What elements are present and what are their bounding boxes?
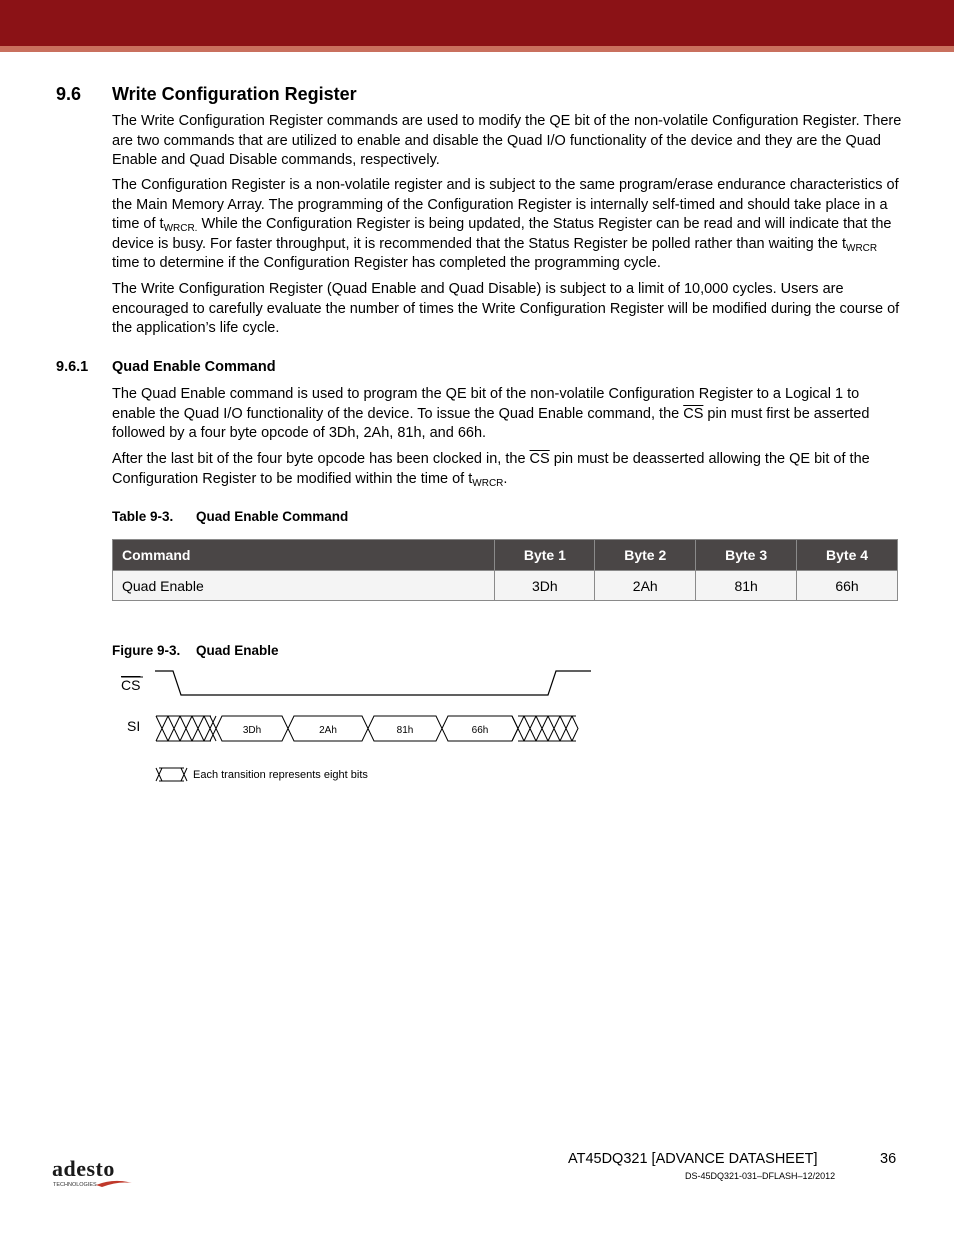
footer-document-id: DS-45DQ321-031–DFLASH–12/2012: [685, 1171, 836, 1181]
logo-subtext: TECHNOLOGIES: [53, 1182, 97, 1188]
figure-caption-title: Quad Enable: [196, 643, 279, 658]
byte-label: 2Ah: [319, 725, 337, 736]
paragraph-2-text-a: The Configuration Register is a non-volatile register and is subject to the same program/erase endurance characteristics of the Main Memory Array. The programming of the Configuration Register is internally self-timed and should take place in a time of t: [112, 177, 899, 232]
footer-document-title: AT45DQ321 [ADVANCE DATASHEET]: [568, 1151, 818, 1167]
quad-enable-timing-diagram: [110, 662, 600, 792]
byte-label: 81h: [396, 725, 414, 736]
header-stripe: [0, 46, 954, 52]
twrcr-subscript: WRCR.: [163, 223, 198, 234]
table-caption-title: Quad Enable Command: [196, 509, 349, 524]
si-trailing-transitions: [512, 716, 578, 741]
subsection-title: Quad Enable Command: [112, 359, 276, 375]
section-number: 9.6: [56, 84, 82, 104]
cs-waveform: [155, 671, 591, 695]
subsection-number: 9.6.1: [56, 359, 89, 375]
figure-caption-label: Figure 9-3.: [112, 643, 181, 658]
cs-overline: $\overline{CS}$: [529, 451, 550, 467]
table-cell: Quad Enable: [113, 571, 495, 601]
paragraph-1-text: The Write Configuration Register commands are used to modify the QE bit of the non-volatile Configuration Register. There are two commands that are utilized to enable and disable the Quad I/O functionality of the device and they are the Quad Enable and Quad Disable commands, respectively.: [112, 113, 902, 168]
twrcr-subscript: WRCR: [472, 477, 504, 489]
paragraph-3-text: The Write Configuration Register (Quad Enable and Quad Disable) is subject to a limit of 10,000 cycles. Users are encouraged to carefully evaluate the number of times the Write Configuration Register will be modified during the course of the application’s life cycle.: [112, 281, 900, 336]
si-signal-label: SI: [127, 718, 141, 734]
paragraph-2-text-b: While the Configuration Register is being updated, the Status Register can be read and will indicate that the device is busy. For faster throughput, it is recommended that the Status Register be polled rather than waiting the t: [112, 216, 892, 252]
table-header-cell: Byte 4: [797, 540, 898, 571]
logo-wordmark: adesto: [52, 1156, 115, 1181]
table-header-cell: Byte 3: [696, 540, 797, 571]
table-header-cell: Command: [113, 540, 495, 571]
table-header-cell: Byte 2: [595, 540, 696, 571]
byte-label: 3Dh: [242, 725, 262, 736]
table-cell: 3Dh: [495, 571, 595, 601]
paragraph-3: [112, 280, 902, 339]
paragraph-1: [112, 112, 902, 171]
adesto-logo: [52, 1156, 138, 1190]
section-title: Write Configuration Register: [112, 84, 357, 104]
table-row: [113, 571, 898, 601]
cs-overline: $\overline{CS}$: [683, 405, 704, 422]
byte-label: 66h: [471, 725, 489, 736]
table-cell: 81h: [696, 571, 797, 601]
table-cell: 66h: [797, 571, 898, 601]
sub-p2-text-b: pin must be deasserted allowing the QE bit of the Configuration Register to be modified within the time of t: [112, 451, 870, 487]
sub-p2-text-a: After the last bit of the four byte opcode has been clocked in, the: [112, 451, 530, 467]
paragraph-2-text-c: time to determine if the Configuration Register has completed the programming cycle.: [112, 255, 661, 271]
sub-p2-text-c: .: [503, 470, 508, 487]
subsection-paragraph-2: [112, 450, 902, 489]
logo-swoosh: [96, 1181, 132, 1187]
cs-signal-label: CS: [121, 677, 141, 693]
paragraph-2: [112, 176, 902, 274]
twrcr-subscript: WRCR: [846, 242, 878, 254]
header-bar: [0, 0, 954, 46]
footer-page-number: 36: [880, 1151, 897, 1167]
transition-legend-text: Each transition represents eight bits: [193, 769, 368, 781]
transition-legend-symbol: [156, 768, 187, 781]
quad-enable-table: [112, 539, 898, 601]
sub-p1-text-b: pin must first be asserted followed by a four byte opcode of 3Dh, 2Ah, 81h, and 66h.: [112, 405, 870, 441]
subsection-paragraph-1: [112, 385, 902, 444]
si-leading-transitions: [156, 716, 216, 741]
sub-p1-text-a: The Quad Enable command is used to program the QE bit of the non-volatile Configuration Register to a Logical 1 to enable the Quad I/O functionality of the device. To issue the Quad Enable command, the: [112, 386, 860, 422]
table-cell: 2Ah: [595, 571, 696, 601]
table-caption-label: Table 9-3.: [112, 509, 174, 524]
table-header-row: [113, 540, 898, 571]
table-header-cell: Byte 1: [495, 540, 595, 571]
